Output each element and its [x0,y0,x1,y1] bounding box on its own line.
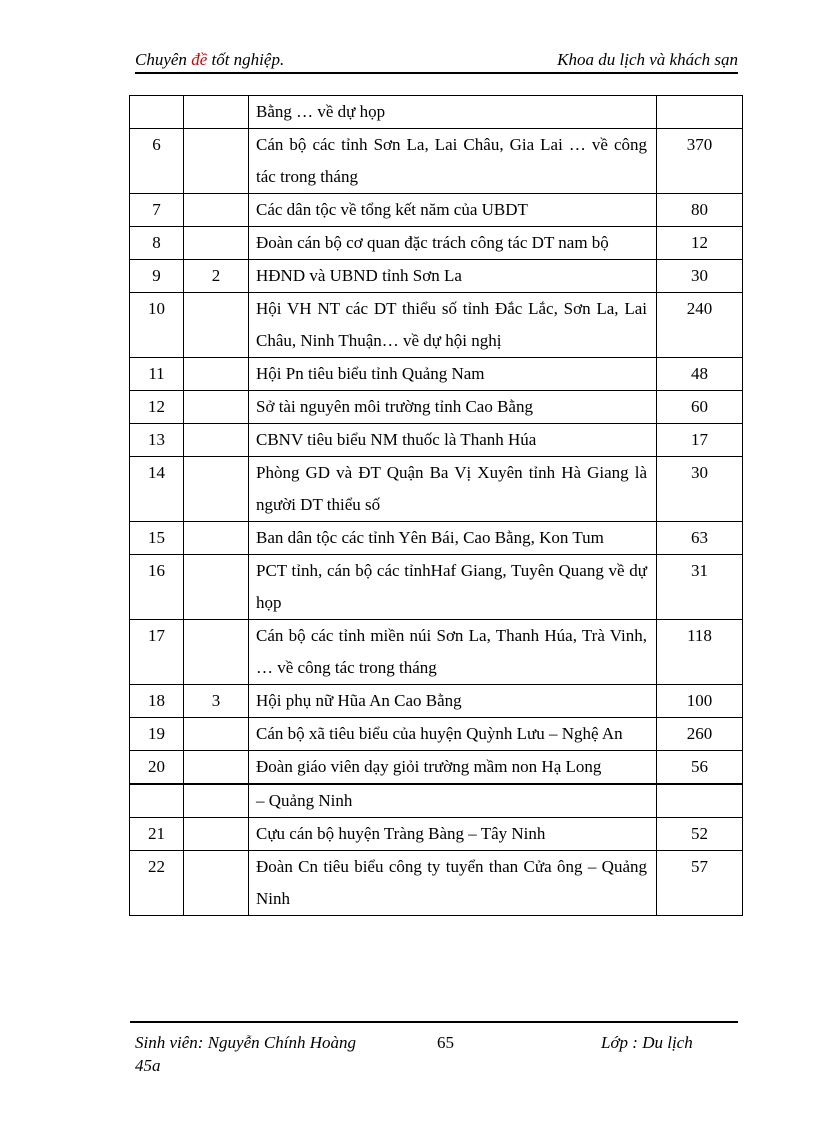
row-description: Đoàn giáo viên dạy giỏi trường mầm non Hạ Long [249,751,657,785]
table-row [130,685,743,718]
row-quantity: 63 [657,522,743,555]
table-row [130,129,743,194]
row-number: 13 [130,424,184,457]
row-number: 15 [130,522,184,555]
row-description: Cựu cán bộ huyện Tràng Bàng – Tây Ninh [249,818,657,851]
row-group: 3 [184,685,249,718]
row-group [184,227,249,260]
row-description: Cán bộ các tỉnh miền núi Sơn La, Thanh Húa, Trà Vinh, … về công tác trong tháng [249,620,657,685]
row-number [130,784,184,818]
page-number: 65 [437,1033,454,1052]
row-quantity: 60 [657,391,743,424]
row-number: 9 [130,260,184,293]
table-row [130,851,743,916]
row-number: 21 [130,818,184,851]
table-row [130,358,743,391]
row-quantity: 30 [657,457,743,522]
row-number: 7 [130,194,184,227]
table-row [130,293,743,358]
row-description: Hội phụ nữ Hũa An Cao Bằng [249,685,657,718]
row-group [184,522,249,555]
row-description: – Quảng Ninh [249,784,657,818]
row-group [184,293,249,358]
row-number: 6 [130,129,184,194]
row-quantity: 56 [657,751,743,785]
table-row [130,424,743,457]
row-number: 19 [130,718,184,751]
row-number: 22 [130,851,184,916]
table-row [130,620,743,685]
row-description: Hội Pn tiêu biểu tỉnh Quảng Nam [249,358,657,391]
table-row [130,96,743,129]
row-description: Cán bộ các tỉnh Sơn La, Lai Châu, Gia Lai … về công tác trong tháng [249,129,657,194]
row-description: Các dân tộc về tổng kết năm của UBDT [249,194,657,227]
row-group [184,358,249,391]
table-row [130,457,743,522]
row-group [184,784,249,818]
row-group [184,391,249,424]
row-number: 12 [130,391,184,424]
row-quantity: 30 [657,260,743,293]
footer-divider [130,1021,738,1023]
row-description: CBNV tiêu biểu NM thuốc là Thanh Húa [249,424,657,457]
row-description: PCT tỉnh, cán bộ các tỉnhHaf Giang, Tuyên Quang về dự họp [249,555,657,620]
table-row [130,522,743,555]
row-quantity: 12 [657,227,743,260]
row-description: Sở tài nguyên môi trường tỉnh Cao Bằng [249,391,657,424]
row-group [184,751,249,785]
row-quantity: 57 [657,851,743,916]
row-description: Đoàn cán bộ cơ quan đặc trách công tác DT nam bộ [249,227,657,260]
header-right: Khoa du lịch và khách sạn [557,50,738,69]
page-header [135,50,738,74]
table-row [130,194,743,227]
row-quantity: 80 [657,194,743,227]
row-description: Đoàn Cn tiêu biểu công ty tuyển than Cửa ông – Quảng Ninh [249,851,657,916]
row-group [184,818,249,851]
row-group [184,194,249,227]
row-group [184,851,249,916]
row-quantity: 17 [657,424,743,457]
footer-class: Lớp : Du lịch [601,1033,693,1052]
table-row [130,751,743,785]
row-quantity: 48 [657,358,743,391]
row-description: Ban dân tộc các tỉnh Yên Bái, Cao Bằng, Kon Tum [249,522,657,555]
row-quantity [657,96,743,129]
row-quantity: 52 [657,818,743,851]
footer-student: Sinh viên: Nguyễn Chính Hoàng [135,1033,356,1052]
row-group [184,424,249,457]
row-number: 16 [130,555,184,620]
row-quantity: 118 [657,620,743,685]
row-quantity: 100 [657,685,743,718]
row-quantity [657,784,743,818]
row-number: 14 [130,457,184,522]
header-left: Chuyên đề tốt nghiệp. [135,50,285,69]
table-row [130,391,743,424]
row-group [184,620,249,685]
table-row [130,260,743,293]
row-quantity: 370 [657,129,743,194]
row-number: 17 [130,620,184,685]
row-number [130,96,184,129]
row-group [184,718,249,751]
table-row [130,555,743,620]
table-row [130,227,743,260]
table-row [130,784,743,818]
row-group [184,129,249,194]
row-group [184,96,249,129]
row-description: Hội VH NT các DT thiểu số tỉnh Đắc Lắc, Sơn La, Lai Châu, Ninh Thuận… về dự hội nghị [249,293,657,358]
row-group [184,555,249,620]
row-group [184,457,249,522]
row-number: 18 [130,685,184,718]
row-description: HĐND và UBND tỉnh Sơn La [249,260,657,293]
guest-table [129,95,743,916]
row-description: Phòng GD và ĐT Quận Ba Vị Xuyên tỉnh Hà Giang là người DT thiểu số [249,457,657,522]
row-description: Bằng … về dự họp [249,96,657,129]
table-row [130,718,743,751]
row-number: 10 [130,293,184,358]
row-number: 11 [130,358,184,391]
row-quantity: 31 [657,555,743,620]
row-number: 20 [130,751,184,785]
row-group: 2 [184,260,249,293]
row-description: Cán bộ xã tiêu biểu của huyện Quỳnh Lưu – Nghệ An [249,718,657,751]
footer-student-class: 45a [135,1056,161,1075]
row-number: 8 [130,227,184,260]
row-quantity: 260 [657,718,743,751]
table-row [130,818,743,851]
row-quantity: 240 [657,293,743,358]
